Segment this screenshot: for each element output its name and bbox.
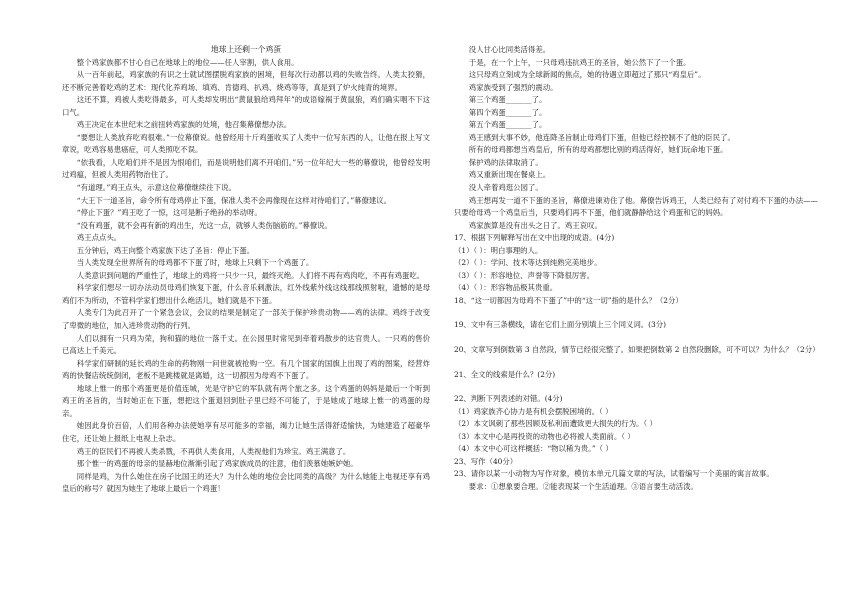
blank-line: 第三个鸡蛋_______了。 <box>468 95 547 105</box>
writing-prompt: 23、请你以某一小动物为写作对象，模仿本单元几篇文章的写法，试着编写一个美丽的寓言故事。 <box>454 469 774 479</box>
question-22-item: （2）本文讽刺了那些因顾及私利而遭致更大损失的行为。（ ） <box>454 419 657 429</box>
story-paragraph: 没人甘心比同类活得差。 <box>468 45 551 54</box>
story-paragraph: “要想让人类放弃吃鸡很难。”一位幕僚说。他曾经用十斤鸡蛋收买了人类中一位写东西的人，让他在报上写文章说，吃鸡容易患癌症，可人类照吃不误。 <box>62 132 430 155</box>
story-paragraph: 于是，在一个上午，一只母鸡违抗鸡王的圣旨，她公然下了一个蛋。 <box>468 57 691 67</box>
answer-space <box>454 332 818 344</box>
question-17-item: （3）（ ）：形容地位、声誉等下降很厉害。 <box>454 270 595 280</box>
story-paragraph: 人类专门为此召开了一个紧急会议，会议的结果是制定了一部关于保护珍贵动物——鸡的法律。鸡终于改变了卑微的地位，加入进珍贵动物的行列。 <box>62 308 430 331</box>
story-paragraph: 人类意识到问题的严重性了，地球上的鸡将一只少一只，最终灭绝。人们将不再有鸡肉吃，不再有鸡蛋吃。 <box>76 270 425 280</box>
question-22-item: （4）本文中心可这样概括：“物以稀为贵。”（ ） <box>454 444 613 454</box>
story-paragraph: 鸡王决定在本世纪末之前扭转鸡家族的处境，他召集幕僚想办法。 <box>76 120 292 130</box>
question-18: 18、“这一切都因为母鸡不下蛋了”中的“这一切”指的是什么？（2分） <box>454 295 683 305</box>
left-column <box>62 44 430 496</box>
story-paragraph: 同样是鸡，为什么她住在房子比国王的还大？为什么她的地位会比同类的高级？为什么她能上电视还享有鸡皇后的称号？就因为她生了地球上最后一个鸡蛋！ <box>62 471 430 494</box>
writing-requirements: 要求：①想象要合理。②能表现某一个生活道理。③语言要生动活泼。 <box>468 481 698 491</box>
story-paragraph: “停止下蛋？”鸡王吃了一惊，这可是断子绝孙的举动呀。 <box>76 208 262 218</box>
question-21: 21、全文的线索是什么？(2分) <box>454 369 556 379</box>
right-column <box>454 44 818 494</box>
story-paragraph: 从一百年前起，鸡家族的有识之士就试图摆脱鸡家族的困境，但每次行动都以鸡的失败告终。人类太狡猾，还不断完善着吃鸡的艺术：现代化养鸡场、填鸡、肯德鸡、扒鸡、烧鸡等等，真是到了炉火纯青的境界。 <box>62 70 430 92</box>
story-paragraph: 所有的母鸡都想当鸡皇后，所有的母鸡都想比别的鸡活得好，她们玩命地下蛋。 <box>468 145 728 155</box>
question-22-item: （3）本文中心是再投资的动物也必将被人类面前。（ ） <box>454 431 635 441</box>
answer-space <box>454 357 818 369</box>
story-paragraph: 科学家们想尽一切办法动员母鸡们恢复下蛋，什么音乐刺激法，红外线紫外线这线那线照射啦，遗憾的是母鸡们不为所动，不管科学家们想出什么绝活儿，她们就是不下蛋。 <box>62 283 430 305</box>
blank-line: 第四个鸡蛋_______了。 <box>468 107 547 117</box>
story-paragraph: 地球上惟一的那个鸡蛋更是价值连城，光是守护它的军队就有两个旅之多。这个鸡蛋的妈妈是最后一个听到鸡王的圣旨的，当时她正在下蛋，想把这个蛋退回到肚子里已经不可能了，于是她成了地球上惟一的鸡蛋的母亲。 <box>62 383 430 418</box>
story-paragraph: “依我看，人吃咱们并不是因为恨咱们，而是说明他们离不开咱们。”另一位年纪大一些的幕僚说，他曾经发明过鸡瘟，但被人类用药物治住了。 <box>62 157 430 180</box>
answer-space <box>454 307 818 319</box>
story-paragraph: 整个鸡家族都不甘心自己在地球上的地位——任人宰割，供人食用。 <box>76 57 299 67</box>
story-paragraph: 她因此身价百倍，人们用各种办法使她享有尽可能多的幸福，竭力让她生活得舒适愉快，为她建造了超豪华住宅，还让她上报纸上电视上杂志。 <box>62 421 430 443</box>
story-paragraph: “大王下一道圣旨，命令所有母鸡停止下蛋，保准人类不会再像现在这样对待咱们了。”幕僚建议。 <box>76 195 392 205</box>
story-paragraph: 鸡王感到大事不妙，他连降圣旨制止母鸡们下蛋，但他已经控制不了他的臣民了。 <box>468 132 735 142</box>
story-paragraph: 鸡王的臣民们不再被人类杀戮，不再供人类食用，人类视他们为珍宝。鸡王满意了。 <box>76 446 351 456</box>
story-paragraph: 那个惟一的鸡蛋的母亲的显赫地位渐渐引起了鸡家族成员的注意，他们羡慕她嫉妒她。 <box>76 459 358 469</box>
question-17-item: （1）（ ）：明白事理的人。 <box>454 245 543 255</box>
blank-line: 第五个鸡蛋_______了。 <box>468 120 547 130</box>
story-paragraph: “有道理。”鸡王点头，示意这位幕僚继续往下说。 <box>76 183 236 193</box>
story-paragraph: 这只母鸡立刻成为全球新闻的焦点，她的待遇立即超过了那只“鸡皇后”。 <box>468 70 706 80</box>
question-19: 19、文中有三条横线，请在它们上面分别填上三个同义词。(3分) <box>454 320 667 330</box>
story-paragraph: 鸡王点点头。 <box>76 233 122 243</box>
story-paragraph: 鸡又重新出现在餐桌上。 <box>468 170 551 180</box>
question-22-item: （1）鸡家族齐心协力是有机会摆脱困境的。（ ） <box>454 406 613 416</box>
question-23: 23、写作（40分） <box>454 456 518 466</box>
story-paragraph: 鸡王想再发一道不下蛋的圣旨，幕僚进谏劝住了他。幕僚告诉鸡王，人类已经有了对付鸡不下蛋的办法——只要给母鸡一个鸡皇后当，只要鸡们再不下蛋，他们就静静给这个鸡蛋和它的妈妈。 <box>454 195 818 218</box>
story-paragraph: 当人类发现全世界所有的母鸡都不下蛋了时，地球上只剩下一个鸡蛋了。 <box>76 258 314 268</box>
question-22: 22、判断下列表述的对错。(4分) <box>454 394 563 404</box>
question-17-item: （2）（ ）：学问、技术等达到纯熟完美地步。 <box>454 258 602 268</box>
story-paragraph: 这还不算，鸡被人类吃得最多，可人类却发明出“黄鼠狼给鸡拜年”的成语嫁祸于黄鼠狼，鸡们确实咽不下这口气。 <box>62 95 430 117</box>
story-paragraph: 鸡家族受到了强烈的震动。 <box>468 82 558 92</box>
story-paragraph: “没有鸡蛋，就不会再有新的鸡出生，光这一点，就够人类伤脑筋的。”幕僚说。 <box>76 220 332 230</box>
story-paragraph: 五分钟后，鸡王向整个鸡家族下达了圣旨：停止下蛋。 <box>76 245 255 255</box>
story-title: 地球上还剩一个鸡蛋 <box>210 45 282 54</box>
question-17-item: （4）（ ）：形容物品极其贵重。 <box>454 283 558 293</box>
question-20: 20、文章写到倒数第 3 自然段，情节已经很完整了。如果把倒数第 2 自然段删除，可不可以？为什么？（2分） <box>454 345 820 355</box>
story-paragraph: 科学家们研制的延长鸡的生命的药物刚一问世就被抢购一空。有几个国家的国旗上出现了鸡的图案，经营炸鸡的快餐店统统倒闭，老板不是跳楼就是离婚，这一切都因为母鸡不下蛋了。 <box>62 358 430 381</box>
story-paragraph: 人们以拥有一只鸡为荣，狗和猫的地位一落千丈。在公园里时常见到牵着鸡散步的达官贵人。一只鸡的售价已高达上千美元。 <box>62 333 430 356</box>
answer-space <box>454 381 818 393</box>
story-paragraph: 保护鸡的法律取消了。 <box>468 157 543 167</box>
story-paragraph: 鸡家族算是没有出头之日了。鸡王哀叹。 <box>468 220 602 230</box>
question-17: 17、根据下列解释写出在文中出现的成语。(4分) <box>454 233 615 243</box>
story-paragraph: 没人牵着鸡逛公园了。 <box>468 183 543 193</box>
